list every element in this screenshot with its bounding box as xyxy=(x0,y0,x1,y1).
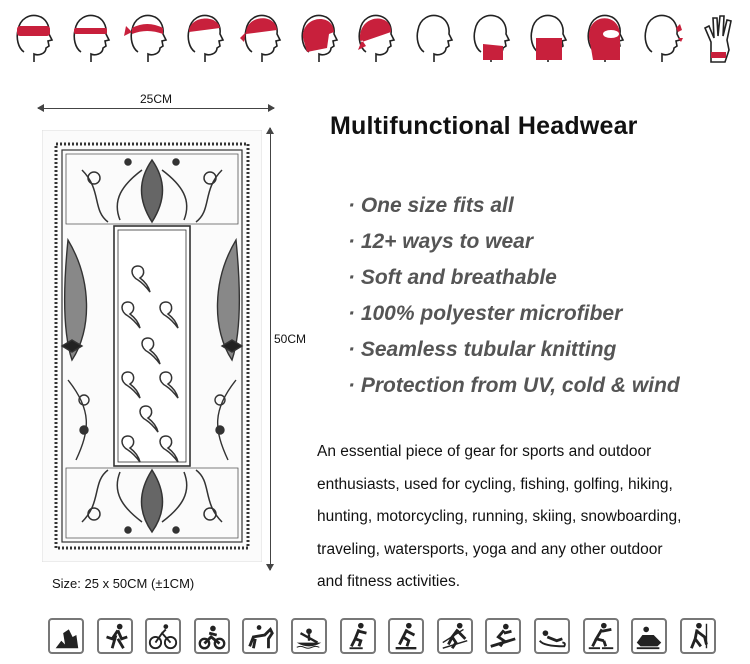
pirate-cap-icon xyxy=(179,8,229,64)
activity-tile xyxy=(48,618,84,654)
bandana-product-image xyxy=(42,130,262,562)
arrow-down-icon xyxy=(266,564,274,571)
face-mask-icon xyxy=(522,8,572,64)
product-description xyxy=(317,436,747,599)
activity-tile xyxy=(97,618,133,654)
description-line: enthusiasts, used for cycling, fishing, golfing, hiking, xyxy=(317,475,673,493)
activity-tile xyxy=(194,618,230,654)
face-profile-icon xyxy=(636,8,686,64)
horse-riding-icon xyxy=(244,620,276,652)
activity-tile xyxy=(145,618,181,654)
activity-tile xyxy=(534,618,570,654)
height-label: 50CM xyxy=(274,332,307,346)
description-line: An essential piece of gear for sports and outdoor xyxy=(317,443,652,460)
head-outline-icon xyxy=(408,8,458,64)
balaclava-icon xyxy=(579,8,629,64)
head-tie-icon xyxy=(122,8,172,64)
feature-item: · 100% polyester microfiber xyxy=(348,302,623,325)
description-line: traveling, watersports, yoga and any other outdoor xyxy=(317,540,663,558)
headband-narrow-icon xyxy=(65,8,115,64)
climbing-icon xyxy=(50,620,82,652)
activity-tile xyxy=(291,618,327,654)
activity-tile xyxy=(631,618,667,654)
activity-tile xyxy=(388,618,424,654)
paisley-pattern-icon xyxy=(42,130,262,562)
width-label: 25CM xyxy=(139,92,172,106)
running-icon xyxy=(99,620,131,652)
width-line xyxy=(38,108,274,109)
feature-item: · Seamless tubular knitting xyxy=(348,338,617,361)
feature-item: · 12+ ways to wear xyxy=(348,230,534,253)
height-dimension xyxy=(264,128,276,570)
activity-tile xyxy=(437,618,473,654)
activity-tile xyxy=(583,618,619,654)
activity-tile xyxy=(680,618,716,654)
width-dimension xyxy=(38,92,274,112)
description-line: hunting, motorcycling, running, skiing, snowboarding, xyxy=(317,508,682,525)
ice-skating-icon xyxy=(585,620,617,652)
wristband-icon xyxy=(693,8,743,64)
snowmobile-icon xyxy=(633,620,665,652)
feature-item: · Protection from UV, cold & wind xyxy=(348,374,680,397)
height-line xyxy=(270,128,271,570)
sledding-icon xyxy=(536,620,568,652)
arrow-up-icon xyxy=(266,127,274,134)
rollerblading-icon xyxy=(342,620,374,652)
activity-tile xyxy=(242,618,278,654)
skateboarding-icon xyxy=(390,620,422,652)
neck-gaiter-icon xyxy=(465,8,515,64)
headband-wide-icon xyxy=(8,8,58,64)
skiing-icon xyxy=(439,620,471,652)
activity-tile xyxy=(485,618,521,654)
kayaking-icon xyxy=(293,620,325,652)
snowboarding-icon xyxy=(487,620,519,652)
description-line: and fitness activities. xyxy=(317,573,461,590)
wearing-styles-row xyxy=(8,8,743,64)
cycling-icon xyxy=(147,620,179,652)
motorcycling-icon xyxy=(196,620,228,652)
feature-list xyxy=(348,190,680,406)
feature-item: · One size fits all xyxy=(348,194,514,217)
cap-full-icon xyxy=(350,8,400,64)
headline: Multifunctional Headwear xyxy=(330,112,638,140)
feature-item: · Soft and breathable xyxy=(348,266,557,289)
hiking-icon xyxy=(682,620,714,652)
arrow-left-icon xyxy=(37,104,44,112)
activity-icons-row xyxy=(48,618,716,656)
bandana-cap-icon xyxy=(236,8,286,64)
arrow-right-icon xyxy=(268,104,275,112)
hood-tie-icon xyxy=(293,8,343,64)
size-caption: Size: 25 x 50CM (±1CM) xyxy=(52,576,195,591)
activity-tile xyxy=(340,618,376,654)
